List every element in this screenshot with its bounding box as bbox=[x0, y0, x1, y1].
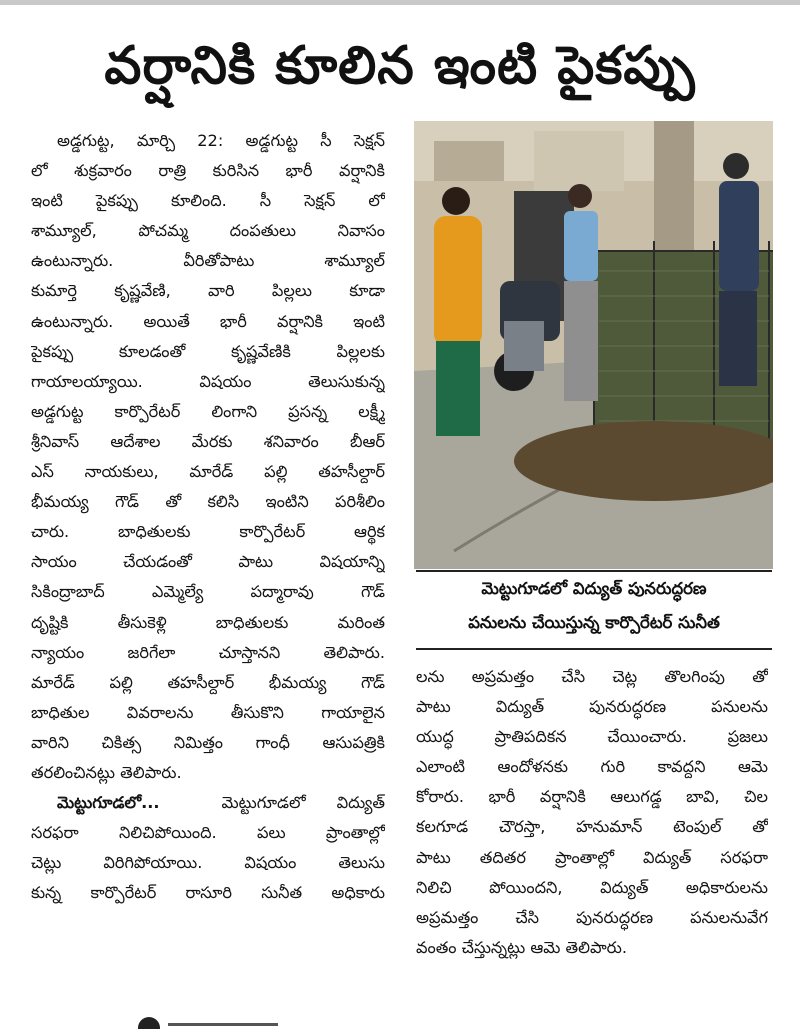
body-line: కోరారు. భారీ వర్షానికి ఆలుగడ్డ బావి, చిల bbox=[416, 787, 768, 807]
headline: వర్షానికి కూలిన ఇంటి పైకప్పు bbox=[104, 36, 696, 96]
body-line: చారు. బాధితులకు కార్పొరేటర్ ఆర్థిక bbox=[31, 522, 385, 542]
caption-line: పనులను చేయిస్తున్న కార్పొరేటర్ సునీత bbox=[468, 613, 720, 632]
body-line: అడ్డగుట్ట కార్పొరేటర్ లింగాని ప్రసన్న లక్ష్మీ bbox=[31, 401, 385, 421]
article-photo bbox=[414, 121, 773, 569]
body-line: సరఫరా నిలిచిపోయింది. పలు ప్రాంతాల్లో bbox=[31, 823, 385, 843]
body-line: బాధితుల వివరాలను తీసుకొని గాయాలైన bbox=[31, 702, 385, 722]
cut-off-glyph bbox=[138, 1017, 160, 1029]
body-line: ఎస్ నాయకులు, మారేడ్ పల్లి తహసీల్దార్ bbox=[31, 462, 385, 482]
body-line: లను అప్రమత్తం చేసి చెట్ల తొలగింపు తో bbox=[416, 667, 768, 686]
body-line: మెట్టుగూడలో విద్యుత్ bbox=[221, 793, 385, 813]
top-rule bbox=[0, 0, 800, 5]
article-body-left-column bbox=[31, 126, 385, 1006]
body-line: కున్న కార్పొరేటర్ రాసూరి సునీత అధికారు bbox=[31, 883, 385, 903]
body-line: నిలిచి పోయిందని, విద్యుత్ అధికారులను bbox=[416, 877, 768, 897]
body-line: లో శుక్రవారం రాత్రి కురిసిన భారీ వర్షానికి bbox=[31, 161, 385, 181]
bottom-cut-strip bbox=[0, 1015, 800, 1029]
body-line: వారిని చికిత్స నిమిత్తం గాంధీ ఆసుపత్రికి bbox=[31, 732, 385, 752]
body-line: కలగూడ చౌరస్తా, హనుమాన్ టెంపుల్ తో bbox=[416, 817, 768, 837]
subsection-lead: మెట్టుగూడలో... bbox=[57, 793, 160, 813]
caption-line: మెట్టుగూడలో విద్యుత్ పునరుద్ధరణ bbox=[481, 579, 707, 598]
body-line: సాయం చేయడంతో పాటు విషయాన్ని bbox=[31, 552, 385, 572]
article-body-right-column bbox=[416, 662, 768, 1002]
body-line: దృష్టికి తీసుకెళ్లి బాధితులకు మరింత bbox=[31, 612, 385, 632]
cut-off-line bbox=[168, 1023, 278, 1026]
body-line: చెట్లు విరిగిపోయాయి. విషయం తెలుసు bbox=[31, 853, 385, 873]
body-line: తరలించినట్లు తెలిపారు. bbox=[31, 762, 182, 782]
body-line: పైకప్పు కూలడంతో కృష్ణవేణికి పిల్లలకు bbox=[31, 341, 385, 361]
body-line: యుద్ధ ప్రాతిపదికన చేయించారు. ప్రజలు bbox=[416, 727, 768, 747]
body-line: వంతం చేస్తున్నట్లు ఆమె తెలిపారు. bbox=[416, 937, 628, 957]
body-line: ఇంటి పైకప్పు కూలింది. సీ సెక్షన్ లో bbox=[31, 191, 385, 211]
body-line: కుమార్తె కృష్ణవేణి, వారి పిల్లలు కూడా bbox=[31, 281, 385, 301]
body-line: అడ్డగుట్ట, మార్చి 22: అడ్డగుట్ట సీ సెక్షన్ bbox=[57, 131, 385, 150]
body-line: భీమయ్య గౌడ్ తో కలిసి ఇంటిని పరిశీలిం bbox=[31, 492, 385, 512]
body-line: సికింద్రాబాద్ ఎమ్మెల్యే పద్మారావు గౌడ్ bbox=[31, 582, 385, 602]
body-line: శ్రీనివాస్ ఆదేశాల మేరకు శనివారం బీఆర్ bbox=[31, 431, 385, 451]
body-line: శామ్యూల్, పోచమ్మ దంపతులు నివాసం bbox=[31, 221, 385, 241]
body-line: పాటు తదితర ప్రాంతాల్లో విద్యుత్ సరఫరా bbox=[416, 847, 768, 867]
body-line: గాయాలయ్యాయి. విషయం తెలుసుకున్న bbox=[31, 371, 385, 391]
subsection-first-line bbox=[31, 788, 385, 818]
body-line: మారేడ్ పల్లి తహసీల్దార్ భీమయ్య గౌడ్ bbox=[31, 672, 385, 692]
photo-illustration bbox=[414, 121, 773, 569]
body-line: అప్రమత్తం చేసి పునరుద్ధరణ పనులనువేగ bbox=[416, 907, 768, 927]
body-line: ఎలాంటి ఆందోళనకు గురి కావద్దని ఆమె bbox=[416, 757, 768, 777]
body-line: ఉంటున్నారు. వీరితోపాటు శామ్యూల్ bbox=[31, 251, 385, 271]
body-line: పాటు విద్యుత్ పునరుద్ధరణ పనులను bbox=[416, 697, 768, 717]
photo-caption bbox=[416, 570, 772, 650]
body-line: న్యాయం జరిగేలా చూస్తానని తెలిపారు. bbox=[31, 642, 385, 662]
body-line: ఉంటున్నారు. అయితే భారీ వర్షానికి ఇంటి bbox=[31, 311, 385, 331]
